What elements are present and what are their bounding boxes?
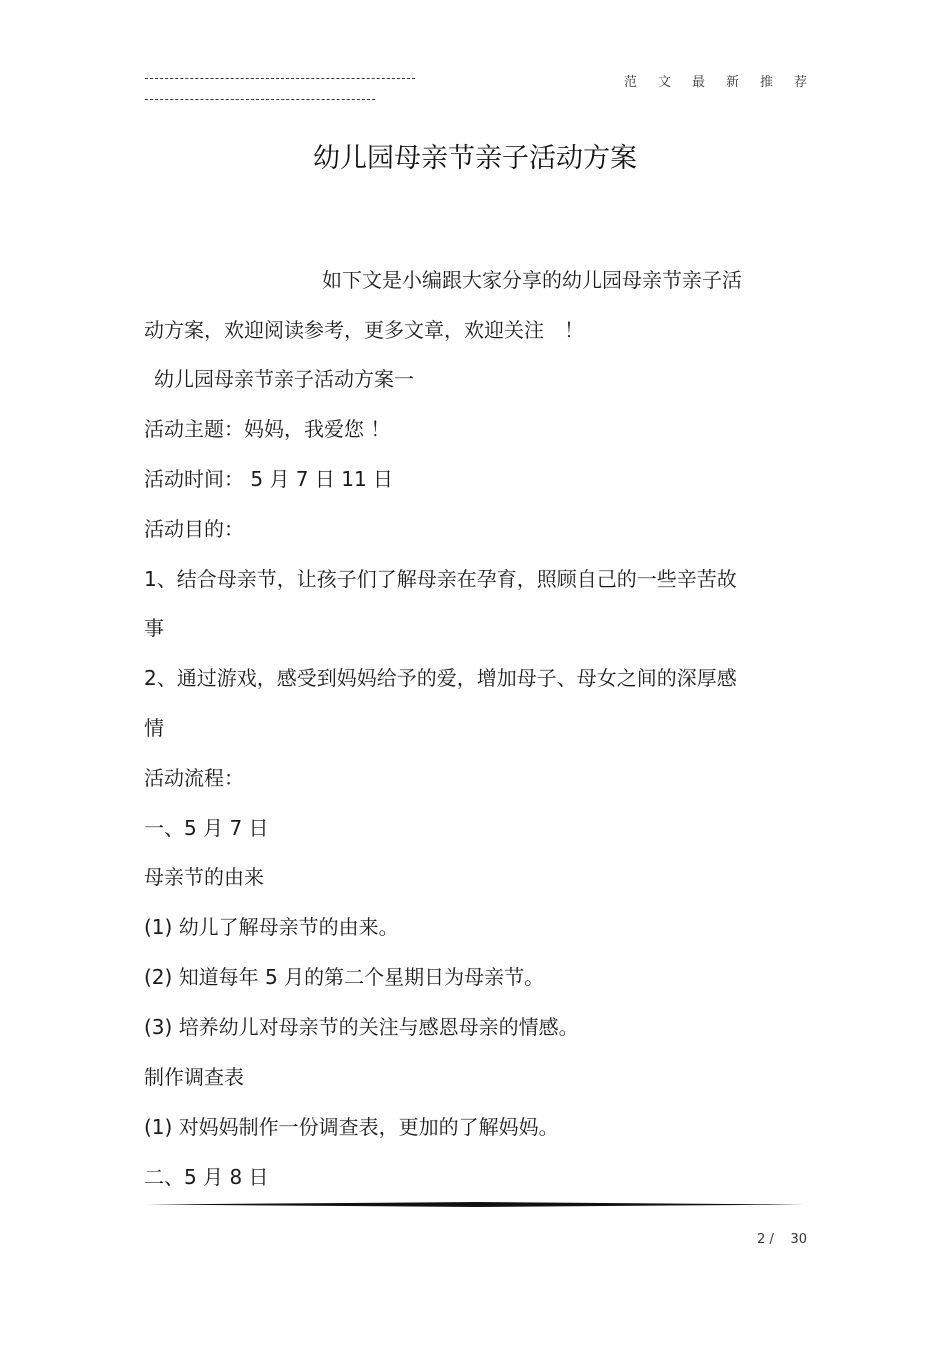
- header-dash-line-2: [145, 99, 375, 100]
- survey-heading: 制作调查表: [144, 1065, 244, 1089]
- page-number: 2 / 30: [757, 1232, 807, 1247]
- origin-item-3: (3) 培养幼儿对母亲节的关注与感恩母亲的情感。: [144, 1015, 579, 1039]
- intro-line-2: 动方案，欢迎阅读参考，更多文章，欢迎关注 ！: [144, 318, 584, 342]
- footer-rule: [146, 1202, 804, 1207]
- section-title: 幼儿园母亲节亲子活动方案一: [154, 367, 414, 391]
- day-2-heading: 二、5 月 8 日: [144, 1165, 269, 1189]
- activity-theme: 活动主题：妈妈，我爱您 ！: [144, 417, 391, 441]
- goal-2-line-2: 情: [144, 716, 164, 740]
- process-heading: 活动流程：: [144, 766, 244, 790]
- goal-2-line-1: 2、通过游戏，感受到妈妈给予的爱，增加母子、母女之间的深厚感: [144, 666, 737, 690]
- goal-heading: 活动目的：: [144, 517, 244, 541]
- origin-heading: 母亲节的由来: [144, 865, 264, 889]
- origin-item-2: (2) 知道每年 5 月的第二个星期日为母亲节。: [144, 965, 545, 989]
- intro-line-1: 如下文是小编跟大家分享的幼儿园母亲节亲子活: [322, 268, 742, 292]
- goal-1-line-2: 事: [144, 616, 164, 640]
- header-tag: 范文最新推荐: [623, 75, 828, 90]
- document-title: 幼儿园母亲节亲子活动方案: [313, 143, 637, 174]
- origin-item-1: (1) 幼儿了解母亲节的由来。: [144, 915, 399, 939]
- day-1-heading: 一、5 月 7 日: [144, 816, 269, 840]
- activity-time: 活动时间： 5 月 7 日 11 日: [144, 467, 394, 491]
- goal-1-line-1: 1、结合母亲节，让孩子们了解母亲在孕育，照顾自己的一些辛苦故: [144, 567, 737, 591]
- survey-item-1: (1) 对妈妈制作一份调查表，更加的了解妈妈。: [144, 1115, 559, 1139]
- header-dash-line-1: [145, 78, 415, 79]
